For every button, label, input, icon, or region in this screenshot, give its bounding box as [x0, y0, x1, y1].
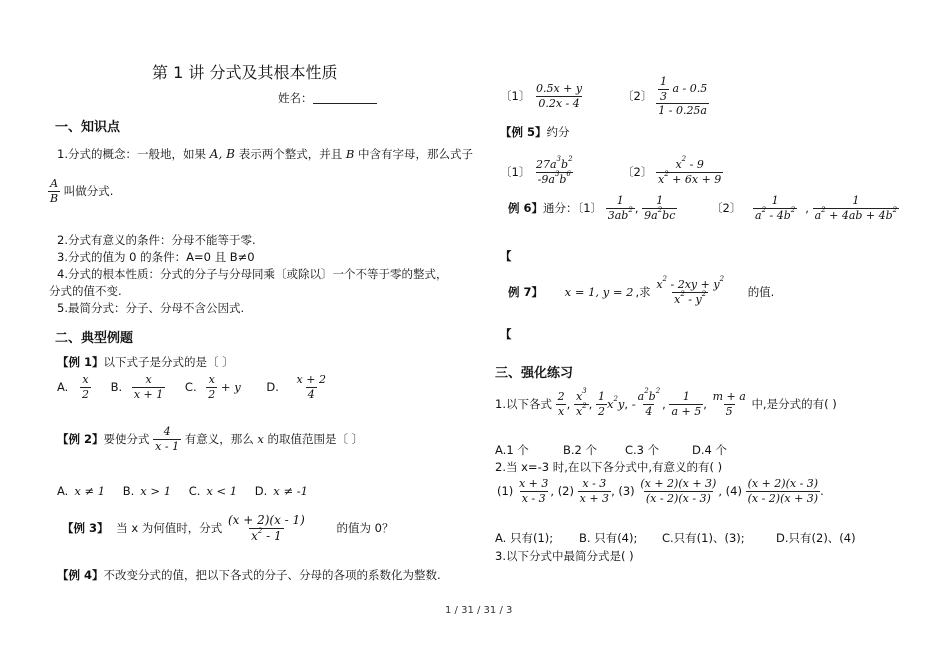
ex5-item-2	[622, 144, 723, 187]
k1-text-b: 表示两个整式，并且	[238, 147, 343, 161]
p2-label-4: (4)	[725, 483, 742, 498]
ex1-option-c: $\frac{x}{2}$ + y	[208, 373, 241, 401]
ex5-fraction-2: $\frac{x^2 - 9}{x^2 + 6x + 9}$	[657, 155, 722, 186]
ex2-fraction: $\frac{4}{x - 1}$	[155, 425, 180, 453]
option-b-label: B.	[122, 484, 135, 498]
page-footer: 1 / 31 / 31 / 3	[445, 605, 513, 616]
ex6-fraction-1: $\frac{1}{3ab^2}$	[607, 194, 633, 222]
option-b-label: B.	[110, 379, 123, 394]
example-3	[62, 513, 394, 544]
ex2-options: A. x ≠ 1 B. x > 1 C. x < 1 D. x ≠ -1	[57, 484, 308, 498]
ex4-text: 不改变分式的值，把以下各式的分子、分母的各项的系数化为整数.	[103, 568, 441, 582]
ex3-tag: 【例 3】	[62, 521, 109, 535]
ex3-text-a: 当 x 为何值时，分式	[116, 521, 223, 535]
p2-expr-4: $\frac{(x + 2)(x - 3)}{(x - 2)(x + 3)}$	[747, 477, 819, 505]
p1-option-d: D.4 个	[692, 443, 727, 457]
p1-text-b: 中,是分式的有( )	[751, 396, 837, 411]
p2-option-b: B. 只有(4);	[579, 531, 638, 545]
item-2-label: 〔2〕	[622, 165, 653, 179]
item-2-label: 〔2〕	[622, 89, 653, 103]
knowledge-1: 1.分式的概念：一般地，如果 A, B 表示两个整式，并且 B 中含有字母，那么式子	[57, 147, 473, 161]
option-a-label: A.	[57, 484, 69, 498]
example-5	[500, 124, 570, 140]
knowledge-4a: 4.分式的根本性质：分式的分子与分母同乘〔或除以〕一个不等于零的整式，	[57, 267, 448, 281]
item-1-label: 〔1〕	[500, 165, 531, 179]
ex4-fraction-2: $\frac{1}{3}$ a - 0.5 1 - 0.25a	[658, 74, 708, 118]
knowledge-4b: 分式的值不变.	[49, 284, 122, 298]
ex3-text-b: 的值为 0？	[336, 521, 394, 535]
ex4-item-2	[622, 54, 709, 118]
option-c-label: C.	[184, 379, 197, 394]
practice-2: 2.当 x=-3 时,在以下各分式中,有意义的有( )	[495, 460, 723, 474]
example-4	[57, 567, 441, 583]
p1-expr-5: $\frac{1}{a + 5}$	[671, 390, 702, 418]
option-a-label: A.	[57, 379, 69, 394]
practice-1: 1.以下各式 $\frac{2}{x}$ , $\frac{x^3}{x^2}$ , $\frac{1}{2}$ $x^2y$, - $\frac{a^2b^2}{4}$ , $\frac{1}{a + 5}$ , $\frac{m + a}{5}$ 中,是分式的有( )	[495, 387, 837, 418]
p2-label-1: (1)	[497, 483, 514, 498]
ex4-fraction-1: $\frac{0.5x + y}{0.2x - 4}$	[535, 82, 583, 110]
option-d-label: D.	[266, 379, 279, 394]
knowledge-5: 5.最简分式：分子、分母不含公因式.	[57, 301, 245, 315]
p1-expr-6: $\frac{m + a}{5}$	[712, 390, 746, 418]
knowledge-1-fraction: $\frac{A}{B}$ 叫做分式.	[50, 177, 114, 205]
ex5-text: 约分	[546, 125, 570, 139]
ex7-fraction: $\frac{x^2 - 2xy + y^2}{x^2 - y^2}$	[656, 275, 725, 306]
p2-options	[495, 530, 856, 546]
ex4-tag: 【例 4】	[57, 568, 104, 582]
example-7: 例 7】 x = 1, y = 2 ,求 $\frac{x^2 - 2xy + y^2}{x^2 - y^2}$ 的值.	[508, 275, 775, 306]
ex1-option-b: $\frac{x}{x + 1}$	[133, 373, 164, 401]
k1-text-c: 中含有字母，那么式子	[358, 147, 473, 161]
item-1-label: 〔1〕	[577, 200, 603, 215]
p1-expr-1: $\frac{2}{x}$	[557, 390, 565, 418]
ex6-text: 通分：	[543, 200, 578, 215]
ex5-item-1	[500, 144, 575, 187]
ex5-fraction-1: $\frac{27a^3b^2}{-9a^3b^6}$	[535, 155, 573, 186]
ex1-text: 以下式子是分式的是〔 〕	[103, 355, 234, 369]
option-d-label: D.	[254, 484, 268, 498]
bracket-mark-1: 【	[500, 249, 512, 263]
section-practice: 三、强化练习	[495, 366, 574, 381]
ex6-tag: 例 6】	[508, 200, 544, 215]
ex3-fraction: $\frac{(x + 2)(x - 1)}{x^2 - 1}$	[227, 513, 305, 543]
p2-expr-1: $\frac{x + 3}{x - 3}$	[518, 477, 549, 505]
p1-option-c: C.3 个	[625, 443, 660, 457]
ex7-text-c: 的值.	[747, 285, 775, 299]
p1-text-a: 1.以下各式	[495, 396, 552, 411]
knowledge-2: 2.分式有意义的条件：分母不能等于零.	[57, 233, 256, 247]
page-title: 第 1 讲 分式及其根本性质	[152, 63, 338, 82]
p1-expr-4: - $\frac{a^2b^2}{4}$	[631, 387, 661, 418]
p2-label-2: (2)	[557, 483, 574, 498]
section-knowledge: 一、知识点	[55, 120, 121, 135]
name-blank	[313, 92, 377, 104]
item-1-label: 〔1〕	[500, 89, 531, 103]
practice-3: 3.以下分式中最简分式是( )	[495, 549, 634, 563]
ex2-text-b: 有意义，那么	[184, 431, 254, 446]
p2-expr-3: $\frac{(x + 2)(x + 3)}{(x - 2)(x - 3)}$	[640, 477, 717, 505]
ex2-text-a: 要使分式	[103, 431, 150, 446]
ex6-fraction-4: $\frac{1}{a^2 + 4ab + 4b^2}$	[814, 194, 898, 222]
ex5-tag: 【例 5】	[500, 125, 547, 139]
p2-label-3: (3)	[618, 483, 635, 498]
ex1-option-a: $\frac{x}{2}$	[81, 373, 89, 401]
name-field	[278, 90, 377, 106]
ex2-text-c: 的取值范围是〔 〕	[267, 431, 364, 446]
p2-expressions: (1) $\frac{x + 3}{x - 3}$ , (2) $\frac{x - 3}{x + 3}$ , (3) $\frac{(x + 2)(x + 3)}{(x - 2)(x - 3)}$ , (4) $\frac{(x + 2)(x - 3)}{(x - 2)(x + 3)}$ .	[497, 477, 824, 505]
p2-option-a: A. 只有(1);	[495, 531, 554, 545]
k1-text-d: 叫做分式.	[63, 183, 114, 198]
ex6-fraction-2: $\frac{1}{9a^2bc}$	[644, 194, 676, 222]
ex6-fraction-3: $\frac{1}{a^2 - 4b^2}$	[755, 194, 796, 222]
example-2: 【例 2】要使分式 $\frac{4}{x - 1}$ 有意义，那么 x 的取值范围是〔 〕	[57, 425, 364, 453]
p1-option-b: B.2 个	[563, 443, 598, 457]
k1-text-a: 1.分式的概念：一般地，如果	[57, 147, 206, 161]
example-1	[57, 354, 234, 370]
ex7-tag: 例 7】	[508, 285, 544, 299]
p1-option-a: A.1 个	[495, 443, 529, 457]
section-examples: 二、典型例题	[55, 331, 134, 346]
p1-expr-3: $\frac{1}{2}$ $x^2y$	[597, 390, 625, 418]
bracket-mark-2: 【	[500, 327, 512, 341]
ex4-item-1	[500, 68, 584, 111]
p2-option-c: C.只有(1)、(3);	[662, 531, 745, 545]
p1-expr-2: $\frac{x^3}{x^2}$	[575, 387, 587, 418]
example-6: 例 6】通分：〔1〕 $\frac{1}{3ab^2}$ , $\frac{1}{9a^2bc}$ 〔2〕 $\frac{1}{a^2 - 4b^2}$ , $\frac{1}{a^2 + 4ab + 4b^2}$	[508, 194, 898, 222]
ex2-tag: 【例 2】	[57, 431, 104, 446]
ex1-tag: 【例 1】	[57, 355, 104, 369]
ex1-options	[57, 373, 328, 402]
option-c-label: C.	[188, 484, 201, 498]
p1-options	[495, 442, 727, 458]
ex1-option-d: $\frac{x + 2}{4}$	[296, 373, 326, 401]
name-label: 姓名：	[278, 91, 313, 105]
item-2-label: 〔2〕	[711, 200, 742, 215]
ex7-text-b: ,求	[635, 285, 651, 299]
knowledge-3: 3.分式的值为 0 的条件：A=0 且 B≠0	[57, 250, 255, 264]
p2-option-d: D.只有(2)、(4)	[776, 531, 856, 545]
p2-expr-2: $\frac{x - 3}{x + 3}$	[579, 477, 610, 505]
